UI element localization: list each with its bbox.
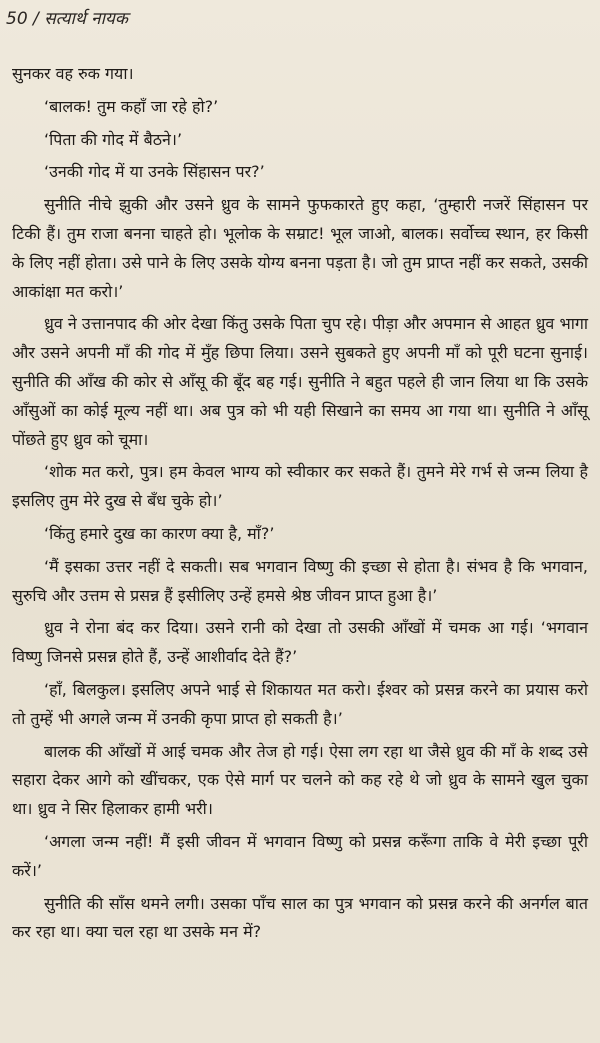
body-text — [12, 60, 588, 951]
paragraph: ध्रुव ने उत्तानपाद की ओर देखा किंतु उसके पिता चुप रहे। पीड़ा और अपमान से आहत ध्रुव भागा और उसने अपनी माँ की गोद में मुँह छिपा लिया। उसने सुबकते हुए अपनी माँ को पूरी घटना सुनाई। सुनीति की आँख की कोर से आँसू की बूँद बह गई। सुनीति ने बहुत पहले ही जान लिया था कि उसके आँसुओं का कोई मूल्य नहीं था। अब पुत्र को भी यही सिखाने का समय आ गया था। सुनीति ने आँसू पोंछते हुए ध्रुव को चूमा। — [12, 314, 588, 449]
paragraph: ध्रुव ने रोना बंद कर दिया। उसने रानी को देखा तो उसकी आँखों में चमक आ गई। ‘भगवान विष्णु जिनसे प्रसन्न होते हैं, उन्हें आशीर्वाद देते हैं?’ — [12, 618, 588, 667]
paragraph: बालक की आँखों में आई चमक और तेज हो गई। ऐसा लग रहा था जैसे ध्रुव की माँ के शब्द उसे सहारा देकर आगे को खींचकर, एक ऐसे मार्ग पर चलने को कह रहे थे जो ध्रुव के सामने खुल चुका था। ध्रुव ने सिर हिलाकर हामी भरी। — [12, 741, 588, 819]
paragraph: ‘किंतु हमारे दुख का कारण क्या है, माँ?’ — [44, 523, 275, 543]
paragraph: ‘पिता की गोद में बैठने।’ — [44, 129, 183, 149]
paragraph: ‘उनकी गोद में या उनके सिंहासन पर?’ — [44, 162, 265, 182]
paragraph: ‘हाँ, बिलकुल। इसलिए अपने भाई से शिकायत मत करो। ईश्वर को प्रसन्न करने का प्रयास करो तो तुम्हें भी अगले जन्म में उनकी कृपा प्राप्त हो सकती है।’ — [12, 679, 588, 728]
paragraph: सुनीति की साँस थमने लगी। उसका पाँच साल का पुत्र भगवान को प्रसन्न करने की अनर्गल बात कर रहा था। क्या चल रहा था उसके मन में? — [12, 893, 588, 942]
book-title: सत्यार्थ नायक — [44, 9, 128, 29]
paragraph: ‘मैं इसका उत्तर नहीं दे सकती। सब भगवान विष्णु की इच्छा से होता है। संभव है कि भगवान, सुरुचि और उत्तम से प्रसन्न हैं इसीलिए उन्हें हमसे श्रेष्ठ जीवन प्राप्त हुआ है।’ — [12, 556, 588, 605]
paragraph: ‘अगला जन्म नहीं! मैं इसी जीवन में भगवान विष्णु को प्रसन्न करूँगा ताकि वे मेरी इच्छा पूरी करें।’ — [12, 831, 588, 880]
paragraph: ‘बालक! तुम कहाँ जा रहे हो?’ — [44, 96, 219, 116]
header-separator: / — [33, 9, 39, 29]
running-header — [6, 6, 128, 29]
paragraph: सुनीति नीचे झुकी और उसने ध्रुव के सामने फुफकारते हुए कहा, ‘तुम्हारी नजरें सिंहासन पर टिकी हैं। तुम राजा बनना चाहते हो। भूलोक के सम्राट! भूल जाओ, बालक। सर्वोच्च स्थान, हर किसी के लिए नहीं होता। उसे पाने के लिए उसके योग्य बनना पड़ता है। जो तुम प्राप्त नहीं कर सकते, उसकी आकांक्षा मत करो।’ — [12, 195, 588, 301]
page-number: 50 — [6, 9, 28, 29]
paragraph: ‘शोक मत करो, पुत्र। हम केवल भाग्य को स्वीकार कर सकते हैं। तुमने मेरे गर्भ से जन्म लिया है इसलिए तुम मेरे दुख से बँध चुके हो।’ — [12, 462, 588, 511]
paragraph: सुनकर वह रुक गया। — [12, 64, 134, 83]
